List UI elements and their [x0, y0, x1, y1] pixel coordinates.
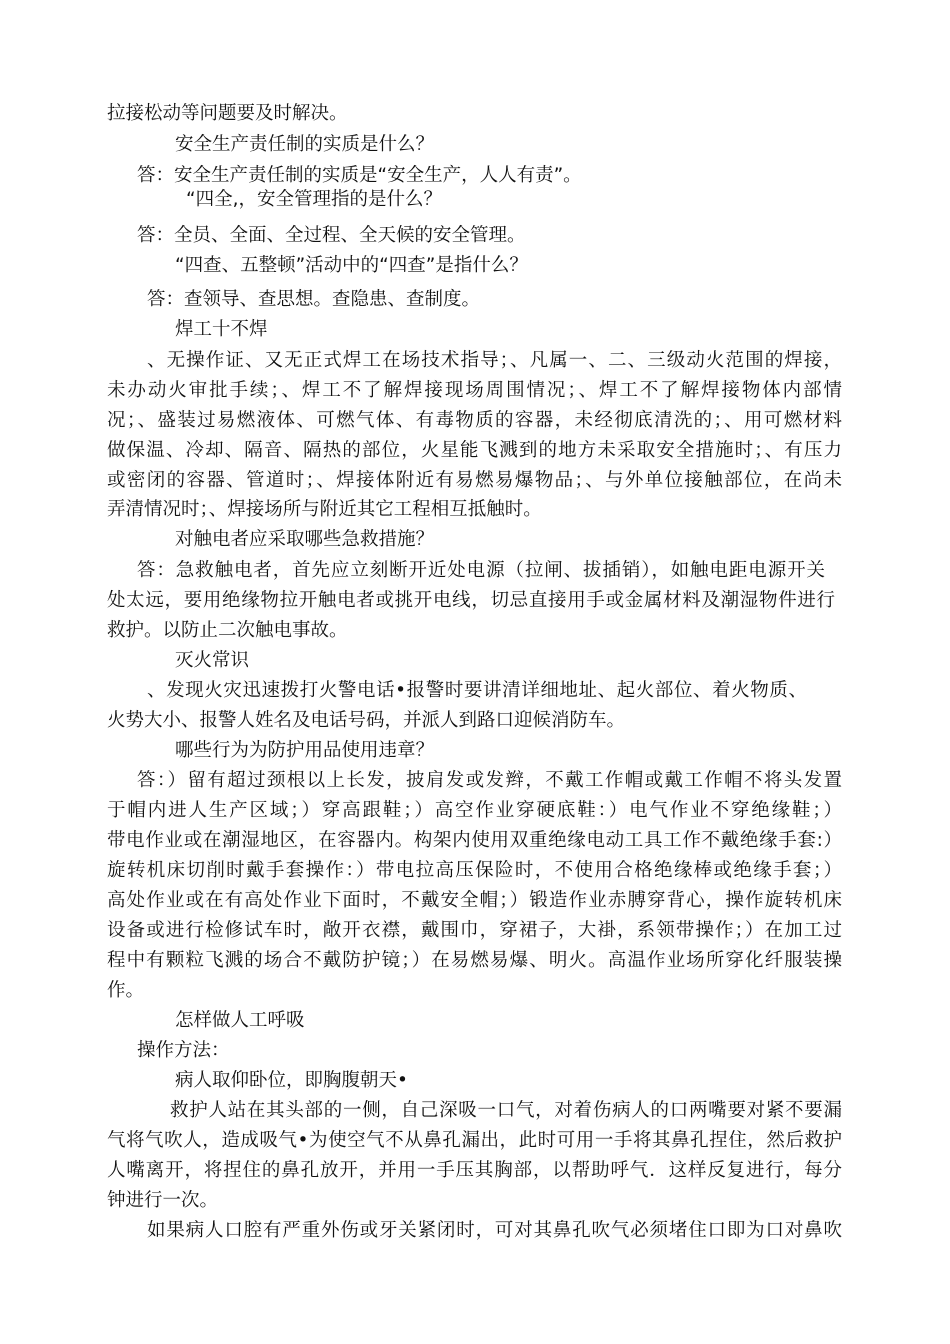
text-line: 高处作业或在有高处作业下面时，不戴安全帽；）锻造作业赤膊穿背心，操作旋转机床 — [107, 890, 842, 911]
text-line: 、发现火灾迅速拨打火警电话•报警时要讲清详细地址、起火部位、着火物质、 — [147, 680, 807, 701]
text-line: 拉接松动等问题要及时解决。 — [107, 103, 348, 124]
section-heading: 焊工十不焊 — [175, 319, 268, 340]
text-line: 气将气吹人，造成吸气•为使空气不从鼻孔漏出，此时可用一手将其鼻孔捏住，然后救护 — [107, 1130, 842, 1151]
text-line: 救护。以防止二次触电事故。 — [107, 620, 348, 641]
text-line: 操作方法： — [137, 1040, 230, 1061]
question-line: “四查、五整顿”活动中的“四查”是指什么？ — [175, 255, 528, 276]
text-line: 旋转机床切削时戴手套操作：）带电拉高压保险时，不使用合格绝缘棒或绝缘手套；） — [107, 860, 842, 881]
text-line: 作。 — [107, 980, 145, 1001]
section-heading: 灭火常识 — [175, 650, 250, 671]
text-line: 未办动火审批手续；、焊工不了解焊接现场周围情况；、焊工不了解焊接物体内部情 — [107, 380, 842, 401]
answer-line: 答：急救触电者，首先应立刻断开近处电源（拉闸、拔插销），如触电距电源开关 — [137, 560, 825, 581]
text-line: 钟进行一次。 — [107, 1190, 219, 1211]
text-line: 火势大小、报警人姓名及电话号码，并派人到路口迎候消防车。 — [107, 710, 626, 731]
text-line: 弄清情况时；、焊接场所与附近其它工程相互抵触时。 — [107, 499, 542, 520]
answer-line: 答：安全生产责任制的实质是“安全生产，人人有责”。 — [137, 165, 582, 186]
text-line: 带电作业或在潮湿地区，在容器内。构架内使用双重绝缘电动工具工作不戴绝缘手套:） — [107, 830, 842, 851]
question-line: 安全生产责任制的实质是什么？ — [175, 134, 435, 155]
text-line: 、无操作证、又无正式焊工在场技术指导；、凡属一、二、三级动火范围的焊接， — [147, 350, 842, 371]
text-line: 或密闭的容器、管道时；、焊接体附近有易燃易爆物品；、与外单位接触部位，在尚未 — [107, 470, 842, 491]
text-line: 救护人站在其头部的一侧，自己深吸一口气，对着伤病人的口两嘴要对紧不要漏 — [170, 1100, 842, 1121]
text-line: 于帽内进人生产区域；）穿高跟鞋；）高空作业穿硬底鞋：）电气作业不穿绝缘鞋；） — [107, 800, 842, 821]
text-line: 人嘴离开，将捏住的鼻孔放开，并用一手压其胸部，以帮助呼气．这样反复进行，每分 — [107, 1160, 842, 1181]
text-line: 况；、盛装过易燃液体、可燃气体、有毒物质的容器，未经彻底清洗的；、用可燃材料 — [107, 410, 842, 431]
text-line: 病人取仰卧位，即胸腹朝天• — [175, 1070, 408, 1091]
text-line: 设备或进行检修试车时，敞开衣襟，戴围巾，穿裙子，大褂，系领带操作；）在加工过 — [107, 920, 842, 941]
answer-line: 答：查领导、查思想。查隐患、查制度。 — [147, 289, 481, 310]
question-line: 哪些行为为防护用品使用违章？ — [175, 740, 435, 761]
section-heading: 怎样做人工呼吸 — [175, 1010, 305, 1031]
answer-line: 答：全员、全面、全过程、全天候的安全管理。 — [137, 225, 526, 246]
text-line: 如果病人口腔有严重外伤或牙关紧闭时，可对其鼻孔吹气必须堵住口即为口对鼻吹 — [147, 1220, 842, 1241]
text-line: 程中有颗粒飞溅的场合不戴防护镜；）在易燃易爆、明火。高温作业场所穿化纤服装操 — [107, 950, 842, 971]
answer-line: 答：）留有超过颈根以上长发，披肩发或发辫，不戴工作帽或戴工作帽不将头发置 — [137, 770, 842, 791]
text-line: 处太远，要用绝缘物拉开触电者或挑开电线，切忌直接用手或金属材料及潮湿物件进行 — [107, 590, 835, 611]
question-line: 对触电者应采取哪些急救措施？ — [175, 529, 435, 550]
question-line: “四全,，安全管理指的是什么？ — [186, 189, 442, 210]
text-line: 做保温、冷却、隔音、隔热的部位，火星能飞溅到的地方未采取安全措施时；、有压力 — [107, 440, 842, 461]
